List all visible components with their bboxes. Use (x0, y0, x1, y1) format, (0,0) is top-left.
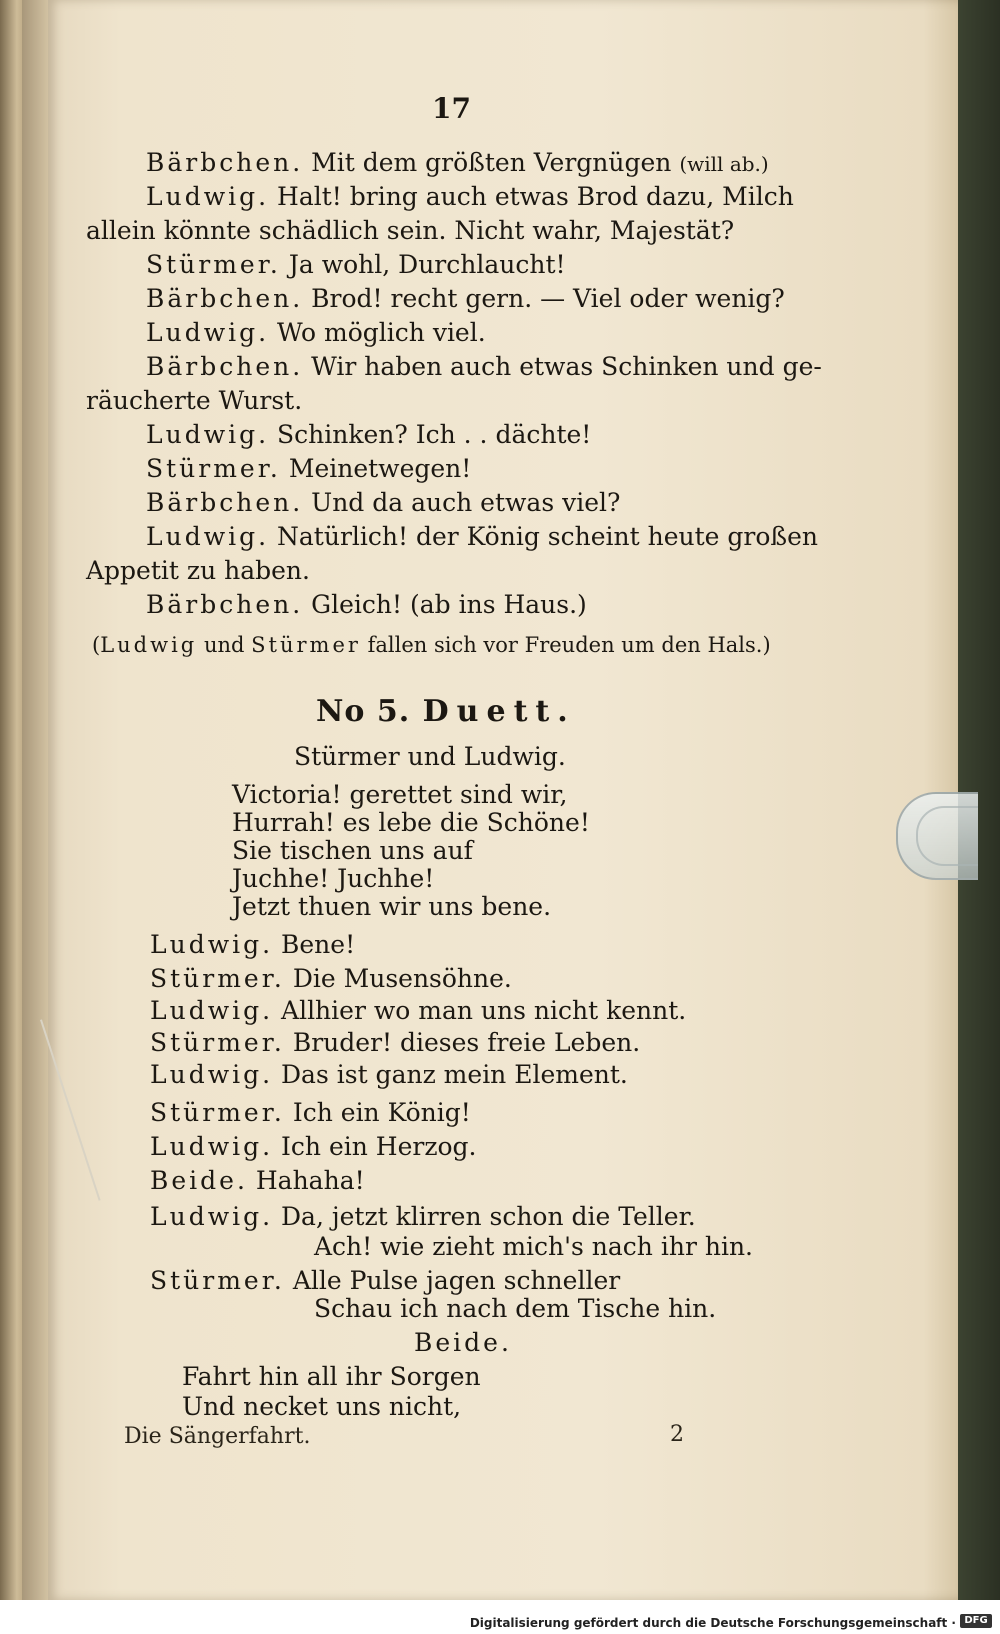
line-text: Da, jetzt klirren schon die Teller. (281, 1202, 696, 1231)
verse-line: Jetzt thuen wir uns bene. (232, 892, 552, 921)
line-text: Halt! bring auch etwas Brod dazu, Milch (277, 182, 794, 211)
line-text: Alle Pulse jagen schneller (292, 1266, 621, 1295)
verse-line: Sie tischen uns auf (232, 836, 473, 865)
dialogue-line (146, 248, 566, 282)
dialogue-line (150, 962, 512, 996)
speaker-name: Bärbchen. (146, 284, 304, 313)
dfg-credit-text: Digitalisierung gefördert durch die Deutsche Forschungsgemeinschaft · (469, 1616, 956, 1630)
speaker-name: Bärbchen. (146, 352, 304, 381)
line-text: Brod! recht gern. — Viel oder wenig? (311, 284, 785, 313)
stage-note: (will ab.) (679, 152, 769, 176)
speaker-name: Ludwig. (146, 182, 270, 211)
dialogue-line (150, 1164, 365, 1198)
speaker-name: Stürmer (251, 633, 361, 657)
speaker-name: Bärbchen. (146, 590, 304, 619)
page-number: 17 (432, 92, 471, 125)
line-text: Ich ein König! (292, 1098, 471, 1127)
dialogue-line (150, 1058, 628, 1092)
speaker-name: Bärbchen. (146, 488, 304, 517)
line-text: Schinken? Ich . . dächte! (277, 420, 592, 449)
speaker-name: Ludwig (100, 633, 198, 657)
dialogue-line (146, 146, 769, 181)
line-text: Bruder! dieses freie Leben. (292, 1028, 641, 1057)
dialogue-line (146, 588, 587, 622)
line-text: Hahaha! (255, 1166, 365, 1195)
speaker-name: Stürmer. (150, 1028, 285, 1057)
speaker-name: Ludwig. (150, 1202, 274, 1231)
line-text: Und da auch etwas viel? (311, 488, 621, 517)
signature-mark-title: Die Sängerfahrt. (124, 1424, 311, 1449)
stage-direction: (Ludwig und Stürmer fallen sich vor Freuden um den Hals.) (92, 633, 771, 657)
line-continuation: Appetit zu haben. (86, 556, 310, 585)
verse-line: Juchhe! Juchhe! (232, 864, 435, 893)
dialogue-line (150, 1200, 696, 1234)
dialogue-line (150, 994, 686, 1028)
line-continuation: Ach! wie zieht mich's nach ihr hin. (314, 1232, 753, 1261)
speaker-name: Stürmer. (146, 454, 281, 483)
speaker-name: Ludwig. (150, 1132, 274, 1161)
line-continuation: Schau ich nach dem Tische hin. (314, 1294, 717, 1323)
line-continuation: räucherte Wurst. (86, 386, 303, 415)
dialogue-line (150, 1096, 471, 1130)
dialogue-line (150, 1130, 477, 1164)
dialogue-line (146, 180, 794, 214)
verse-line: Und necket uns nicht, (182, 1392, 462, 1421)
dialogue-line (150, 928, 355, 962)
verse-line: Hurrah! es lebe die Schöne! (232, 808, 590, 837)
speaker-name: Beide. (150, 1166, 248, 1195)
paper-clip-inner-icon (916, 806, 978, 866)
dialogue-line (146, 520, 818, 554)
line-text: Meinetwegen! (288, 454, 472, 483)
dialogue-line (146, 350, 822, 384)
dialogue-line (146, 452, 471, 486)
signature-mark-number: 2 (670, 1422, 684, 1447)
speaker-name: Stürmer. (150, 964, 285, 993)
speaker-name: Beide. (414, 1328, 512, 1357)
dialogue-line (146, 316, 486, 350)
line-text: Wo möglich viel. (277, 318, 486, 347)
line-text: Mit dem größten Vergnügen (311, 148, 672, 177)
verse-line: Victoria! gerettet sind wir, (232, 780, 568, 809)
dfg-logo-icon: DFG (960, 1614, 992, 1628)
speaker-name: Stürmer. (146, 250, 281, 279)
speaker-name: Ludwig. (150, 1060, 274, 1089)
speaker-name: Ludwig. (146, 318, 270, 347)
line-text: Wir haben auch etwas Schinken und ge- (311, 352, 822, 381)
speaker-name: Ludwig. (146, 522, 270, 551)
speaker-name: Ludwig. (150, 930, 274, 959)
line-text: Die Musensöhne. (292, 964, 512, 993)
line-text: Bene! (281, 930, 356, 959)
speaker-name: Ludwig. (146, 420, 270, 449)
line-text: Das ist ganz mein Element. (281, 1060, 628, 1089)
line-text: Ich ein Herzog. (281, 1132, 477, 1161)
line-text: Allhier wo man uns nicht kennt. (281, 996, 687, 1025)
line-text: Ja wohl, Durchlaucht! (288, 250, 566, 279)
dialogue-line (146, 418, 591, 452)
dialogue-line (146, 486, 620, 520)
verse-line: Fahrt hin all ihr Sorgen (182, 1362, 481, 1391)
dialogue-line (150, 1026, 640, 1060)
line-text: Natürlich! der König scheint heute großen (277, 522, 818, 551)
line-text: Gleich! (ab ins Haus.) (311, 590, 587, 619)
speaker-name: Stürmer. (150, 1098, 285, 1127)
dialogue-line (146, 282, 785, 316)
speaker-name: Stürmer. (150, 1266, 285, 1295)
line-continuation: allein könnte schädlich sein. Nicht wahr, Majestät? (86, 216, 735, 245)
speaker-name: Bärbchen. (146, 148, 304, 177)
speaker-name: Ludwig. (150, 996, 274, 1025)
section-title: No 5. Duett. (316, 694, 576, 729)
section-subtitle: Stürmer und Ludwig. (294, 742, 566, 771)
